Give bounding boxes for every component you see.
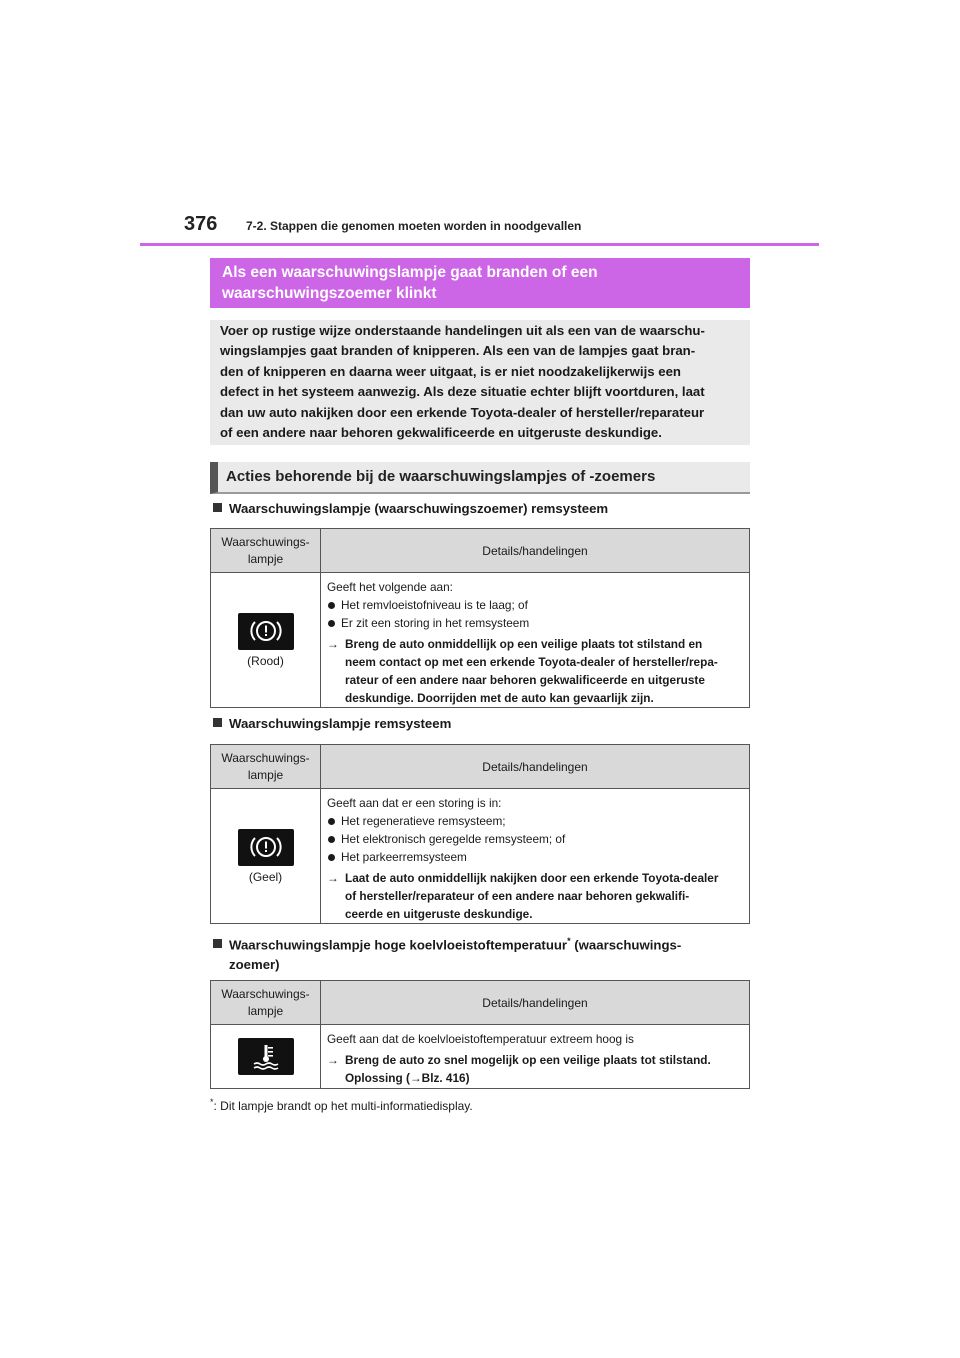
table-header-row (211, 529, 749, 573)
brake-warning-icon (238, 613, 294, 650)
arrow-right-icon: → (327, 637, 339, 651)
item-heading-text: (waarschuwings- (570, 937, 682, 953)
action-line: of hersteller/reparateur of een andere naar behoren gekwalifi- (345, 889, 690, 903)
table-header-lamp (211, 981, 321, 1024)
lamp-cell (211, 1025, 321, 1088)
intro-line: Voer op rustige wijze onderstaande handelingen uit als een van de waarschu- (220, 323, 705, 338)
details-cell (321, 1025, 749, 1088)
footnote-marker: * (210, 1097, 214, 1107)
square-bullet-icon (213, 718, 222, 727)
header-text: Waarschuwings- (221, 534, 310, 549)
item-heading-text: Waarschuwingslampje remsysteem (229, 716, 452, 731)
action-line[interactable]: Oplossing (→Blz. 416) (345, 1071, 470, 1085)
arrow-right-icon: → (327, 1053, 339, 1067)
intro-line: dan uw auto nakijken door een erkende Toyota-dealer of hersteller/reparateur (220, 404, 705, 420)
details-intro: Geeft aan dat er een storing is in: (327, 796, 502, 810)
details-cell (321, 789, 749, 923)
table-row (211, 573, 749, 707)
footnote (210, 1097, 473, 1113)
list-item: Het regeneratieve remsysteem; (327, 812, 743, 830)
square-bullet-icon (213, 503, 222, 512)
table-header-row (211, 745, 749, 789)
warning-table (210, 528, 750, 708)
lamp-color-label: (Rood) (247, 653, 284, 668)
list-item: Het elektronisch geregelde remsysteem; of (327, 830, 743, 848)
header-text: Waarschuwings- (221, 750, 310, 765)
header-text: lampje (247, 551, 284, 566)
action-line: neem contact op met een erkende Toyota-dealer of hersteller/repa- (345, 655, 718, 669)
details-intro: Geeft het volgende aan: (327, 580, 453, 594)
section-banner-line: Als een waarschuwingslampje gaat branden of een (222, 264, 598, 281)
item-heading (213, 714, 451, 734)
item-heading-text: Waarschuwingslampje (waarschuwingszoemer) remsysteem (229, 501, 609, 516)
warning-table (210, 980, 750, 1089)
action-instruction (327, 635, 743, 707)
square-bullet-icon (213, 939, 222, 948)
list-item: Er zit een storing in het remsysteem (327, 614, 743, 632)
coolant-temperature-icon (238, 1038, 294, 1075)
item-heading (213, 931, 681, 975)
action-line: deskundige. Doorrijden met de auto kan gevaarlijk zijn. (345, 691, 654, 705)
list-item: Het parkeerremsysteem (327, 848, 743, 866)
action-line: Laat de auto onmiddellijk nakijken door een erkende Toyota-dealer (345, 871, 719, 885)
action-instruction (327, 869, 743, 923)
action-line: rateur of een andere naar behoren gekwalificeerde en uitgeruste (345, 673, 705, 687)
intro-line: of een andere naar behoren gekwalificeerde en uitgeruste deskundige. (220, 425, 662, 441)
lamp-color-label: (Geel) (248, 869, 283, 884)
list-item: Het remvloeistofniveau is te laag; of (327, 596, 743, 614)
intro-box (210, 320, 750, 445)
section-banner-line: waarschuwingszoemer klinkt (222, 285, 437, 302)
table-header-row (211, 981, 749, 1025)
action-line: ceerde en uitgeruste deskundige. (345, 907, 533, 921)
details-cell (321, 573, 749, 707)
header-text: lampje (247, 1003, 284, 1018)
header-rule (140, 243, 819, 246)
warning-table (210, 744, 750, 924)
table-row (211, 1025, 749, 1088)
section-banner (210, 258, 750, 308)
footnote-marker: * (567, 936, 571, 946)
intro-line: defect in het systeem aanwezig. Als deze situatie echter blijft voortduren, laat (220, 384, 705, 400)
table-header-details: Details/handelingen (482, 995, 588, 1010)
table-row (211, 789, 749, 923)
brake-warning-icon (238, 829, 294, 866)
table-header-details: Details/handelingen (482, 543, 588, 558)
lamp-cell (211, 573, 321, 707)
action-line: Breng de auto zo snel mogelijk op een veilige plaats tot stilstand. (345, 1053, 711, 1067)
lamp-cell (211, 789, 321, 923)
intro-line: wingslampjes gaat branden of knipperen. Als een van de lampjes gaat bran- (220, 343, 696, 359)
action-line: Breng de auto onmiddellijk op een veilige plaats tot stilstand en (345, 637, 703, 651)
intro-line: den of knipperen en daarna weer uitgaat, is er niet noodzakelijkerwijs een (220, 363, 681, 379)
page-number: 376 (184, 213, 218, 235)
header-text: lampje (247, 767, 284, 782)
chapter-title: 7-2. Stappen die genomen moeten worden in noodgevallen (246, 219, 582, 233)
details-intro: Geeft aan dat de koelvloeistoftemperatuur extreem hoog is (327, 1032, 634, 1046)
table-header-details: Details/handelingen (482, 759, 588, 774)
table-header-lamp (211, 745, 321, 788)
table-header-lamp (211, 529, 321, 572)
header-text: Waarschuwings- (221, 986, 310, 1001)
subsection-heading: Acties behorende bij de waarschuwingslampjes of -zoemers (210, 462, 750, 494)
action-instruction (327, 1051, 743, 1087)
item-heading-text: Waarschuwingslampje hoge koelvloeistoftemperatuur (229, 937, 568, 953)
item-heading-text: zoemer) (229, 957, 280, 973)
arrow-right-icon: → (327, 871, 339, 885)
footnote-text: : Dit lampje brandt op het multi-informatiedisplay. (213, 1099, 473, 1113)
item-heading (213, 499, 608, 519)
